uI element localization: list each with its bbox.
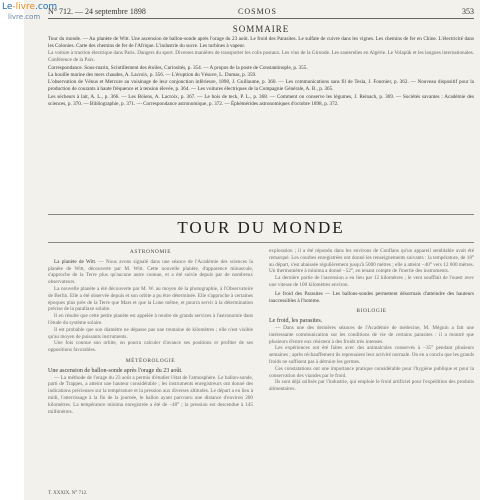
article-text: exploration ; il a été répondu dans les environs de Conflans qu'un appareil semblable avait été remarqué. Les courbes enregistrées ont donné les renseignements suivants : la température, de 18° au départ, s'est abaissée régulièrement jusqu'à 5000 mètres ; elle a atteint −40° vers 12 000 mètres. Un thermomètre à minima a donné −52°, en tenant compte de l'inertie des instruments. [269,248,474,275]
article-text: — Nous avons signalé dans une séance de l'Académie des sciences la planète de Witt, découverte par M. Witt. Cette nouvelle planète, d'apparence minuscule, s'approche de la Terre plus qu'aucune autre connue, et a été suivie depuis par de nombreux observateurs. [48,258,253,286]
article-title: Une ascension de ballon-sonde après l'orage du 23 août. [48,367,183,374]
header-rule [48,18,474,19]
summary-paragraph: La houille marine des mers chaudes, A. Lacroix, p. 356. — L'éruption du Vésuve, L. Dumas, p. 359. [48,72,257,79]
watermark-suffix: .com [35,2,58,12]
article-text: La dernière partie de l'ascension a eu lieu par 12 kilomètres ; le vent soufflait de l'ouest avec une vitesse de 100 kilomètres environ. [269,275,474,288]
right-column [269,248,474,493]
page-number: 353 [462,7,474,16]
watermark-accent: -livre [12,2,36,12]
article-text: La nouvelle planète a été découverte par M. W. au moyen de la photographie, à l'Observatoire de Berlin. Elle a été observée depuis et son orbite a pu être déterminée. Elle s'approche à certaines époques plus près de la Terre que Mars et que la Lune même, et pourra servir à la détermination précise de la parallaxe solaire. [48,285,253,313]
watermark-subtitle: livre.com [8,13,41,21]
article-text: Il en résulte que cette petite planète est appelée à rendre de grands services à l'astronomie dans l'étude du système solaire. [48,313,253,326]
article-text: Une fois connue son orbite, on pourra calculer d'avance ses positions et profiter de ses oppositions favorables. [48,340,253,354]
section-label-meteorologie: MÉTÉOROLOGIE [125,357,176,364]
article-text: Ces constatations ont une importance pratique considérable pour l'hygiène publique et pour la conservation des viandes par le froid. [269,365,474,379]
issue-number: N° 712. — 24 septembre 1898 [48,7,146,16]
summary-paragraph: Tour du monde. — Au planète de Witt. Une ascension de ballon-sonde après l'orage du 23 août. Le froid des Parasites. Le sulfate de cuivre dans les vignes. Les chemins de fer en Chine. L'électricité dans les Colonies. Carte des chemins de fer de l'Afrique. L'industrie du sucre. Les turbines à vapeur. [48,36,474,49]
article-title: Le froid, les parasites. [269,318,323,325]
divider [48,242,474,243]
article-text: Il est probable que son diamètre ne dépasse pas une trentaine de kilomètres ; elle n'est visible qu'au moyen de puissants instruments. [48,326,253,340]
summary-paragraph: L'observation de Vénus et Mercure au voisinage de leur conjonction inférieure, 1898, J. Guillaume, p. 360. — Les communications sans fil de Tesla, J. Fournier, p. 362. — Nouveau dispositif pour la production de courants à haute fréquence et à tension élevée, p. 364. — Les voitures électriques de la Compagnie Générale, A. B., p. 365. [48,79,474,93]
divider [48,214,474,215]
journal-name: COSMOS [238,7,277,16]
summary-paragraph: La voiture à traction électrique dans Paris. Dangers du sport. Diverses manières de transporter les colis postaux. Les vins de la Gironde. Les sauterelles en Algérie. Le Volapük et les langues internationales. Conférence de la Paix. [48,50,474,64]
page-footer: T. XXXIX. N° 712. [48,491,88,496]
article-text: Ils sont déjà utilisés par l'industrie, qui emploie le froid artificiel pour l'expédition des produits alimentaires. [269,379,474,393]
article-text: — La méthode de l'orage du 23 août a permis d'étudier l'état de l'atmosphère. Le ballon-sonde, parti de Trappes, a atteint une hauteur considérable ; les instruments enregistreurs ont donné des indications précieuses sur la température et la pression aux diverses altitudes. Le départ a eu lieu à midi, l'atterrissage à la fin de la journée, le ballon ayant parcouru une distance d'environ 200 kilomètres. La température minima enregistrée a été de −40° ; la pression est descendue à 145 millimètres. [48,374,253,415]
left-column [48,248,253,493]
summary-paragraph: Correspondance. Sous-marin, Scintillement des étoiles, Curiosités, p. 354. — A propos de la poste de Constantinople, p. 355. [48,64,308,71]
summary-paragraph: Les sécheurs à lait, A. L., p. 366. — Les Boïens, A. Lacroix, p. 367. — Le bois de teck, P. L., p. 368. — Comment on conserve les légumes, J. Reinach, p. 369. — Sociétés savantes : Académie des sciences, p. 370. — Bibliographie, p. 371. — Correspondance astronomique, p. 372. — Éphémérides astronomiques d'octobre 1898, p. 372. [48,93,474,107]
article-title: La planète de Witt. [54,258,97,265]
page-header [48,5,474,19]
article-text: — Dans une des dernières séances de l'Académie de médecine, M. Mégnin a fait une intéressante communication sur les conditions de vie de certains parasites : il a montré que plusieurs d'entre eux résistent à des froids très intenses. [269,324,474,345]
article-note: Le froid des Parasites — Les ballons-sondes permettent désormais d'atteindre des hauteurs inaccessibles à l'homme. [269,290,474,304]
summary-title: SOMMAIRE [232,24,290,34]
article-text: Les expériences ont été faites avec des animalcules conservés à −35° pendant plusieurs semaines ; après réchauffement ils reprenaient leur activité normale. On en a conclu que les grands froids ne suffisent pas à détruire les germes. [269,345,474,365]
watermark-prefix: Le [2,2,13,12]
summary-text [48,36,474,236]
section-label-biologie: BIOLOGIE [356,308,387,315]
section-label-astronomie: ASTRONOMIE [129,249,172,255]
section-heading: TOUR DU MONDE [177,218,345,237]
